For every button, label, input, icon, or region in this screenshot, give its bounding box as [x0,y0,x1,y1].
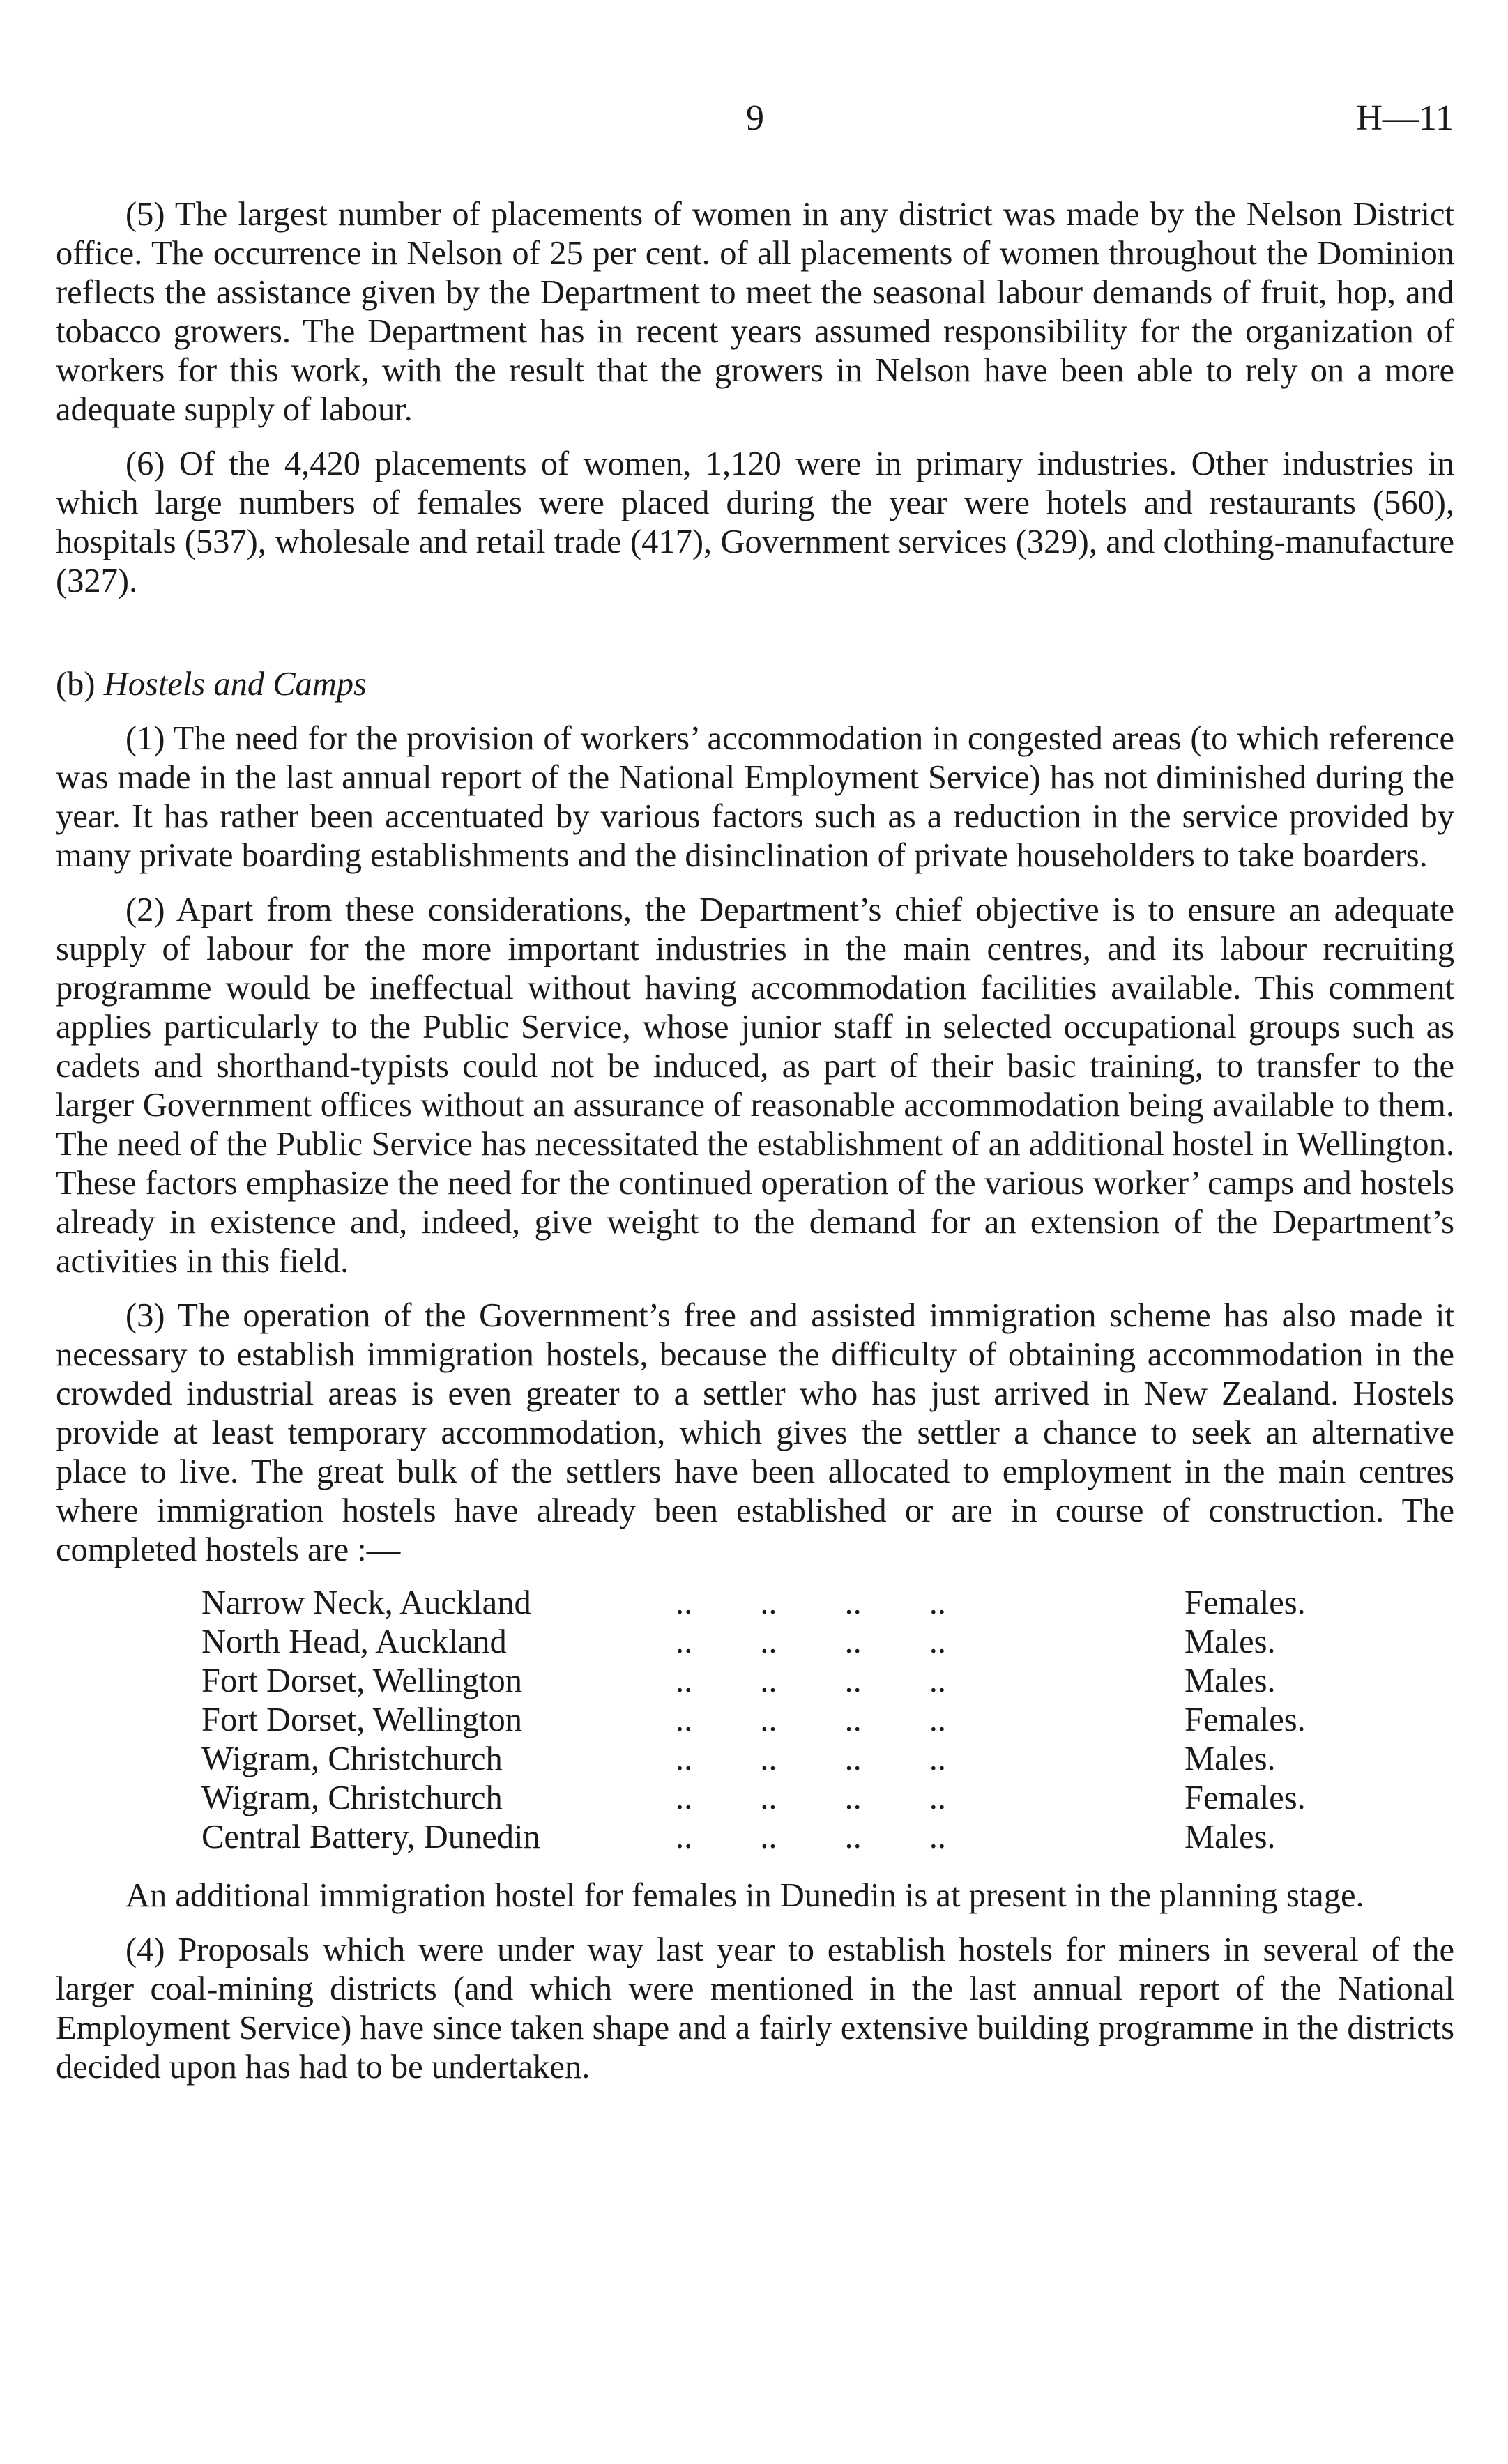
hostel-row [201,1740,1387,1779]
page-body [56,195,1454,2087]
hostel-name: Fort Dorset, Wellington [201,1662,522,1699]
hostel-name: Wigram, Christchurch [201,1740,503,1777]
hostel-name: Wigram, Christchurch [201,1780,503,1816]
leader-dots: .. .. .. .. [676,1662,946,1699]
hostel-row [201,1623,1387,1662]
leader-dots: .. .. .. .. [676,1584,946,1621]
leader-dots: .. .. .. .. [676,1780,946,1816]
hostel-name: Fort Dorset, Wellington [201,1701,522,1738]
leader-dots: .. .. .. .. [676,1819,946,1855]
hostel-row [201,1662,1387,1701]
leader-dots: .. .. .. .. [676,1740,946,1777]
hostel-type: Females. [1185,1701,1306,1738]
paragraph-b3: (3) The operation of the Government’s free and assisted immigration scheme has also made it necessary to establish immigration hostels, because the difficulty of obtaining accommodation in the crowded industrial areas is even greater to a settler who has just arrived in New Zealand. Hostels provide at least temporary accommodation, which gives the settler a chance to seek an alternative place to live. The great bulk of the settlers have been allocated to employment in the main centres where immigration hostels have already been established or are in course of construction. The completed hostels are :— [56,1297,1454,1568]
hostel-type: Males. [1185,1662,1276,1699]
hostel-type: Males. [1185,1819,1276,1855]
document-reference: H—11 [1356,98,1454,138]
hostel-row [201,1779,1387,1818]
hostel-type: Males. [1185,1740,1276,1777]
hostel-type: Females. [1185,1780,1306,1816]
page-header [0,98,1508,146]
leader-dots: .. .. .. .. [676,1701,946,1738]
paragraph-6: (6) Of the 4,420 placements of women, 1,120 were in primary industries. Other industries in which large numbers of females were placed during the year were hotels and restaurants (560), hospitals (537), wholesale and retail trade (417), Government services (329), and clothing-manufacture (327). [56,445,1454,599]
section-label: (b) [56,666,96,703]
hostel-list [201,1584,1387,1857]
hostel-row [201,1701,1387,1740]
hostel-name: North Head, Auckland [201,1623,507,1660]
hostel-type: Females. [1185,1584,1306,1621]
paragraph-b4: (4) Proposals which were under way last year to establish hostels for miners in several of the larger coal-mining districts (and which were mentioned in the last annual report of the National Employment Service) have since taken shape and a fairly extensive building programme in the districts decided upon has had to be undertaken. [56,1931,1454,2086]
leader-dots: .. .. .. .. [676,1623,946,1660]
page-number: 9 [746,98,764,138]
paragraph-b1: (1) The need for the provision of workers’ accommodation in congested areas (to which reference was made in the last annual report of the National Employment Service) has not diminished during the year. It has rather been accentuated by various factors such as a reduction in the service provided by many private boarding establishments and the disinclination of private householders to take boarders. [56,720,1454,874]
paragraph-5: (5) The largest number of placements of women in any district was made by the Nelson District office. The occurrence in Nelson of 25 per cent. of all placements of women throughout the Dominion reflects the assistance given by the Department to meet the seasonal labour demands of fruit, hop, and tobacco growers. The Department has in recent years assumed responsibility for the organization of workers for this work, with the result that the growers in Nelson have been able to rely on a more adequate supply of labour. [56,196,1454,428]
hostel-name: Central Battery, Dunedin [201,1819,540,1855]
hostel-name: Narrow Neck, Auckland [201,1584,531,1621]
section-heading-hostels [56,665,1454,704]
paragraph-additional-hostel: An additional immigration hostel for females in Dunedin is at present in the planning stage. [125,1877,1364,1914]
hostel-row [201,1818,1387,1857]
section-title: Hostels and Camps [103,666,367,703]
hostel-type: Males. [1185,1623,1276,1660]
hostel-row [201,1584,1387,1623]
paragraph-b2: (2) Apart from these considerations, the Department’s chief objective is to ensure an adequate supply of labour for the more important industries in the main centres, and its labour recruiting programme would be ineffectual without having accommodation facilities available. This comment applies particularly to the Public Service, whose junior staff in selected occupational groups such as cadets and shorthand-typists could not be induced, as part of their basic training, to transfer to the larger Government offices without an assurance of reasonable accommodation being available to them. The need of the Public Service has necessitated the establishment of an additional hostel in Wellington. These factors emphasize the need for the continued operation of the various worker’ camps and hostels already in existence and, indeed, give weight to the demand for an extension of the Department’s activities in this field. [56,892,1454,1280]
